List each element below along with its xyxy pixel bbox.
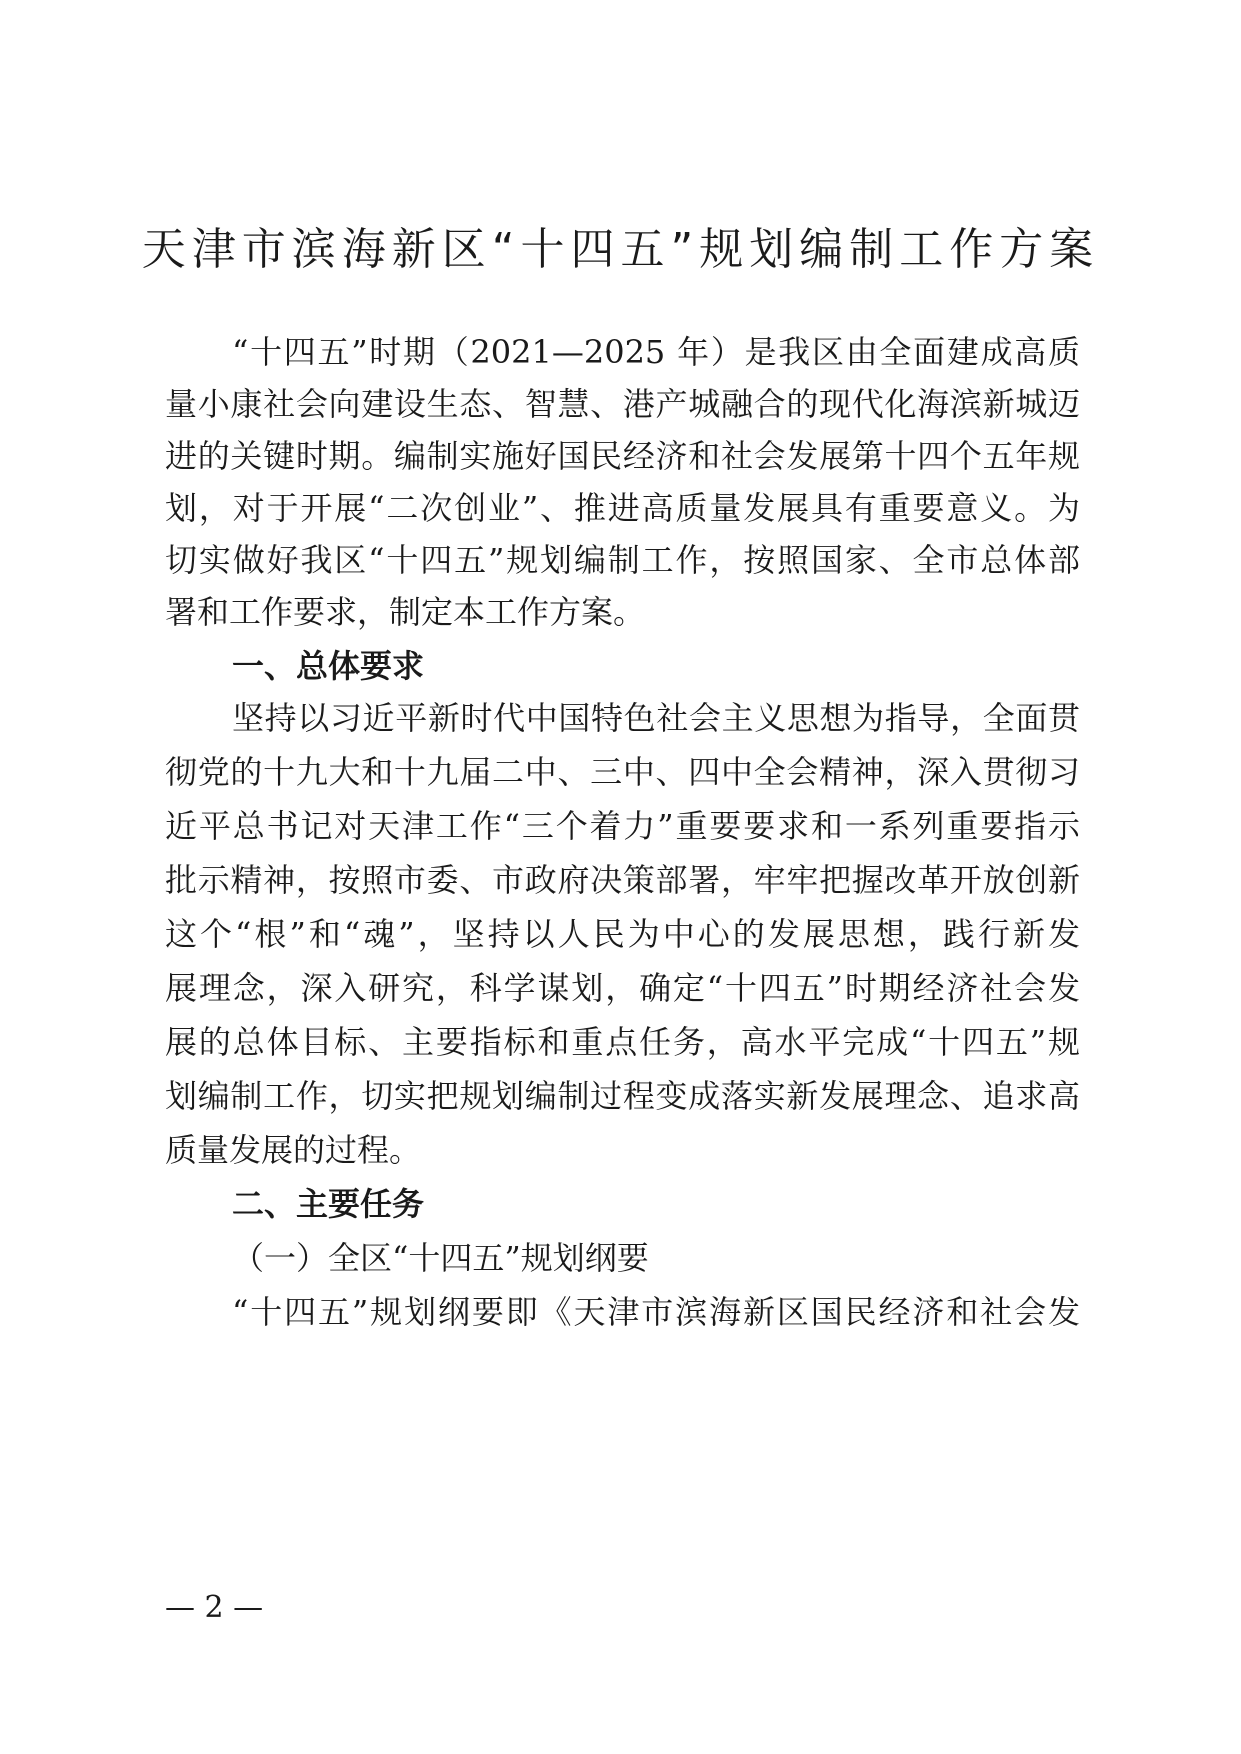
subsection-1-line-1: “十四五”规划纲要即《天津市滨海新区国民经济和社会发 — [232, 1293, 1080, 1331]
section-1-line-9: 质量发展的过程。 — [165, 1131, 422, 1169]
intro-line-2: 量小康社会向建设生态、智慧、港产城融合的现代化海滨新城迈 — [165, 385, 1080, 423]
intro-line-6: 署和工作要求，制定本工作方案。 — [165, 593, 646, 631]
intro-line-3: 进的关键时期。编制实施好国民经济和社会发展第十四个五年规 — [165, 437, 1080, 475]
section-1-line-4: 批示精神，按照市委、市政府决策部署，牢牢把握改革开放创新 — [165, 861, 1080, 899]
subsection-1-heading: （一）全区“十四五”规划纲要 — [232, 1239, 649, 1277]
section-1-line-2: 彻党的十九大和十九届二中、三中、四中全会精神，深入贯彻习 — [165, 753, 1080, 791]
intro-line-1: “十四五”时期（2021—2025 年）是我区由全面建成高质 — [232, 333, 1080, 371]
intro-line-4: 划，对于开展“二次创业”、推进高质量发展具有重要意义。为 — [165, 489, 1080, 527]
document-title: 天津市滨海新区“十四五”规划编制工作方案 — [141, 224, 1100, 275]
section-1-line-5: 这个“根”和“魂”，坚持以人民为中心的发展思想，践行新发 — [165, 915, 1080, 953]
section-1-line-6: 展理念，深入研究，科学谋划，确定“十四五”时期经济社会发 — [165, 969, 1080, 1007]
section-1-line-1: 坚持以习近平新时代中国特色社会主义思想为指导，全面贯 — [232, 699, 1080, 737]
intro-line-5: 切实做好我区“十四五”规划编制工作，按照国家、全市总体部 — [165, 541, 1080, 579]
page-number: — 2 — — [165, 1590, 264, 1625]
section-1-line-7: 展的总体目标、主要指标和重点任务，高水平完成“十四五”规 — [165, 1023, 1080, 1061]
section-1-line-8: 划编制工作，切实把规划编制过程变成落实新发展理念、追求高 — [165, 1077, 1080, 1115]
section-1-heading: 一、总体要求 — [232, 647, 425, 685]
section-1-line-3: 近平总书记对天津工作“三个着力”重要要求和一系列重要指示 — [165, 807, 1080, 845]
section-2-heading: 二、主要任务 — [232, 1185, 425, 1223]
